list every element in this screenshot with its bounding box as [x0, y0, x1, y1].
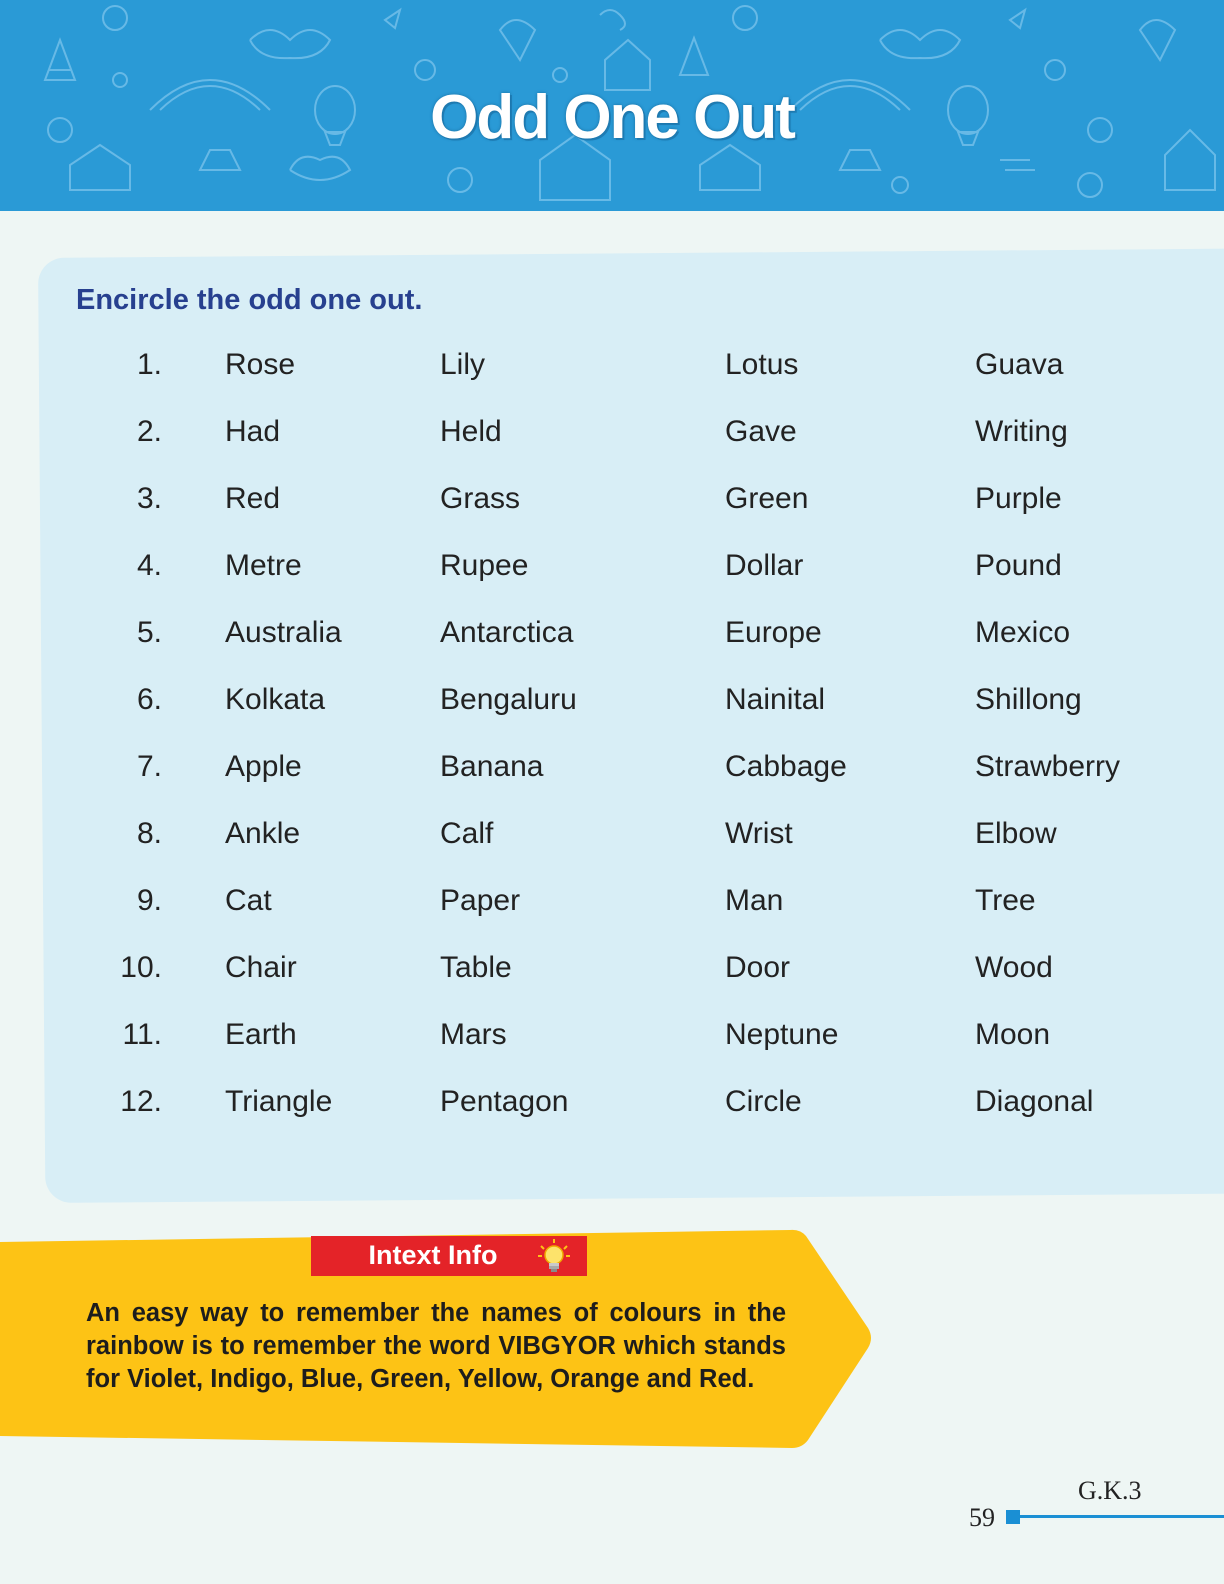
word-option[interactable]: Cabbage [725, 750, 847, 783]
word-option[interactable]: Purple [975, 482, 1062, 515]
lightbulb-icon [537, 1238, 571, 1274]
word-option[interactable]: Shillong [975, 683, 1082, 716]
question-number: 10. [120, 951, 162, 984]
page-number: 59 [969, 1503, 995, 1532]
question-row [0, 616, 1224, 683]
word-option[interactable]: Man [725, 884, 784, 917]
word-grid [0, 348, 1224, 1152]
word-option[interactable]: Dollar [725, 549, 804, 582]
question-row [0, 683, 1224, 750]
word-option[interactable]: Lily [440, 348, 486, 381]
question-row [0, 549, 1224, 616]
word-option[interactable]: Table [440, 951, 512, 984]
word-option[interactable]: Australia [225, 616, 342, 649]
word-option[interactable]: Antarctica [440, 616, 574, 649]
question-row [0, 817, 1224, 884]
word-option[interactable]: Moon [975, 1018, 1051, 1051]
word-option[interactable]: Europe [725, 616, 822, 649]
info-text: An easy way to remember the names of colours in the rainbow is to remember the word VIBGYOR which stands for Violet, Indigo, Blue, Green, Yellow, Orange and Red. [86, 1299, 786, 1393]
header-banner [0, 0, 1224, 211]
word-option[interactable]: Red [225, 482, 281, 515]
word-option[interactable]: Grass [440, 482, 521, 515]
question-row [0, 951, 1224, 1018]
word-option[interactable]: Pentagon [440, 1085, 569, 1118]
word-option[interactable]: Neptune [725, 1018, 839, 1051]
question-number: 8. [136, 817, 162, 850]
question-number: 2. [136, 415, 162, 448]
word-option[interactable]: Banana [440, 750, 544, 783]
book-code: G.K.3 [1078, 1476, 1142, 1505]
word-option[interactable]: Guava [975, 348, 1064, 381]
word-option[interactable]: Had [225, 415, 281, 448]
word-option[interactable]: Mexico [975, 616, 1071, 649]
question-number: 4. [136, 549, 162, 582]
word-option[interactable]: Wrist [725, 817, 793, 850]
word-option[interactable]: Triangle [225, 1085, 333, 1118]
question-number: 9. [136, 884, 162, 917]
word-option[interactable]: Gave [725, 415, 797, 448]
word-option[interactable]: Circle [725, 1085, 802, 1118]
word-option[interactable]: Writing [975, 415, 1068, 448]
question-number: 5. [136, 616, 162, 649]
question-number: 6. [136, 683, 162, 716]
word-option[interactable]: Paper [440, 884, 521, 917]
question-row [0, 482, 1224, 549]
word-option[interactable]: Diagonal [975, 1085, 1094, 1118]
word-option[interactable]: Wood [975, 951, 1053, 984]
word-option[interactable]: Lotus [725, 348, 799, 381]
info-tag [311, 1236, 587, 1276]
question-row [0, 1085, 1224, 1152]
word-option[interactable]: Metre [225, 549, 302, 582]
word-option[interactable]: Rupee [440, 549, 529, 582]
word-option[interactable]: Held [440, 415, 502, 448]
word-option[interactable]: Nainital [725, 683, 826, 716]
word-option[interactable]: Pound [975, 549, 1062, 582]
word-option[interactable]: Green [725, 482, 809, 515]
word-option[interactable]: Calf [440, 817, 494, 850]
footer-rule [1020, 1515, 1224, 1518]
question-row [0, 415, 1224, 482]
word-option[interactable]: Tree [975, 884, 1036, 917]
question-row [0, 348, 1224, 415]
question-number: 11. [122, 1018, 162, 1051]
word-option[interactable]: Kolkata [225, 683, 326, 716]
word-option[interactable]: Chair [225, 951, 297, 984]
footer-marker [1006, 1510, 1020, 1524]
word-option[interactable]: Elbow [975, 817, 1057, 850]
word-option[interactable]: Apple [225, 750, 302, 783]
word-option[interactable]: Mars [440, 1018, 507, 1051]
page-title: Odd One Out [430, 83, 794, 152]
info-tag-label: Intext Info [368, 1240, 498, 1270]
question-number: 12. [120, 1085, 162, 1118]
question-number: 3. [136, 482, 162, 515]
question-row [0, 750, 1224, 817]
question-row [0, 884, 1224, 951]
question-number: 1. [136, 348, 162, 381]
word-option[interactable]: Ankle [225, 817, 301, 850]
word-option[interactable]: Cat [225, 884, 272, 917]
word-option[interactable]: Earth [225, 1018, 297, 1051]
word-option[interactable]: Bengaluru [440, 683, 577, 716]
word-option[interactable]: Strawberry [975, 750, 1121, 783]
word-option[interactable]: Rose [225, 348, 296, 381]
exercise-instruction: Encircle the odd one out. [76, 284, 423, 316]
question-row [0, 1018, 1224, 1085]
question-number: 7. [136, 750, 162, 783]
word-option[interactable]: Door [725, 951, 791, 984]
